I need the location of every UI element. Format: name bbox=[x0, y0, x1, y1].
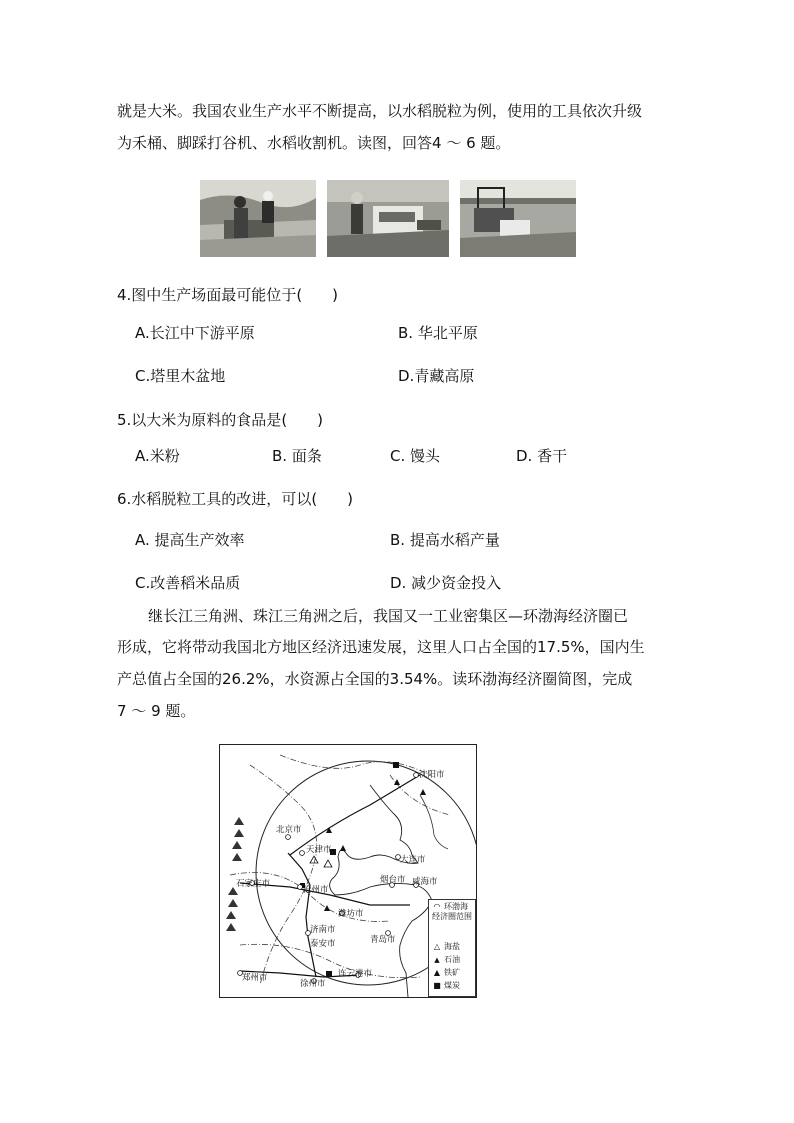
map-label-jinan: 济南市 bbox=[310, 925, 336, 935]
question-4-option-b: B. 华北平原 bbox=[398, 324, 478, 342]
small-triangle-icon: ▲ bbox=[434, 956, 440, 964]
passage-2-line-2: 形成，它将带动我国北方地区经济迅速发展，这里人口占全国的17.5%，国内生 bbox=[117, 638, 645, 656]
question-4-stem: 4.图中生产场面最可能位于( ) bbox=[117, 286, 339, 304]
photo-wooden-bucket bbox=[200, 180, 316, 257]
square-icon: ■ bbox=[433, 981, 441, 990]
passage-2-line-1: 继长江三角洲、珠江三角洲之后，我国又一工业密集区—环渤海经济圈已 bbox=[148, 607, 629, 625]
question-4-option-c: C.塔里木盆地 bbox=[135, 367, 226, 385]
legend-ring-label bbox=[432, 902, 474, 922]
map-label-beijing: 北京市 bbox=[276, 825, 302, 835]
question-6-option-a: A. 提高生产效率 bbox=[135, 531, 245, 549]
question-6-option-c: C.改善稻米品质 bbox=[135, 574, 241, 592]
legend-item-petroleum: ▲ 石油 bbox=[432, 955, 460, 965]
question-4-option-d: D.青藏高原 bbox=[398, 367, 475, 385]
map-label-weihai: 威海市 bbox=[412, 877, 438, 887]
map-legend bbox=[428, 899, 476, 997]
map-label-xuzhou: 徐州市 bbox=[300, 979, 326, 989]
legend-item-sea-salt: △ 海盐 bbox=[433, 942, 460, 951]
map-label-tianjin: 天津市 bbox=[306, 845, 332, 855]
question-5-option-b: B. 面条 bbox=[272, 447, 322, 465]
passage-2-line-4: 7 ～ 9 题。 bbox=[117, 702, 196, 720]
photo-rice-harvester bbox=[460, 180, 576, 257]
map-label-yantai: 烟台市 bbox=[380, 875, 406, 885]
photo-pedal-thresher bbox=[327, 180, 449, 257]
question-5-option-c: C. 馒头 bbox=[390, 447, 441, 465]
map-label-weifang: 潍坊市 bbox=[338, 909, 364, 919]
question-5-stem: 5.以大米为原料的食品是( ) bbox=[117, 411, 324, 429]
passage-2-line-3: 产总值占全国的26.2%，水资源占全国的3.54%。读环渤海经济圈简图，完成 bbox=[117, 670, 633, 688]
intro-line-2: 为禾桶、脚踩打谷机、水稻收割机。读图，回答4 ～ 6 题。 bbox=[117, 134, 511, 152]
legend-item-iron-ore: ▲ 铁矿 bbox=[433, 968, 460, 977]
bohai-rim-map bbox=[219, 744, 477, 998]
legend-ring-text: 环渤海经济圈范围 bbox=[432, 902, 472, 921]
question-4-option-a: A.长江中下游平原 bbox=[135, 324, 255, 342]
map-label-zhengzhou: 郑州市 bbox=[242, 973, 268, 983]
question-6-option-b: B. 提高水稻产量 bbox=[390, 531, 500, 549]
hollow-triangle-icon: △ bbox=[433, 942, 441, 951]
map-label-taian: 泰安市 bbox=[310, 939, 336, 949]
map-label-shenyang: 沈阳市 bbox=[419, 770, 445, 780]
map-label-qingdao: 青岛市 bbox=[370, 935, 396, 945]
question-6-option-d: D. 减少资金投入 bbox=[390, 574, 502, 592]
threshing-photos bbox=[200, 180, 576, 258]
intro-line-1: 就是大米。我国农业生产水平不断提高，以水稻脱粒为例，使用的工具依次升级 bbox=[117, 102, 643, 120]
filled-triangle-icon: ▲ bbox=[433, 968, 441, 977]
question-5-option-d: D. 香干 bbox=[516, 447, 568, 465]
map-label-cangzhou: 沧州市 bbox=[303, 885, 329, 895]
question-5-option-a: A.米粉 bbox=[135, 447, 180, 465]
question-6-stem: 6.水稻脱粒工具的改进，可以( ) bbox=[117, 490, 354, 508]
map-label-shijiazhuang: 石家庄市 bbox=[236, 879, 271, 889]
legend-item-coal: ■ 煤炭 bbox=[433, 981, 460, 990]
map-label-lianyungang: 连云港市 bbox=[338, 969, 373, 979]
ring-icon: ◠ bbox=[433, 902, 441, 911]
map-label-dalian: 大连市 bbox=[400, 855, 426, 865]
